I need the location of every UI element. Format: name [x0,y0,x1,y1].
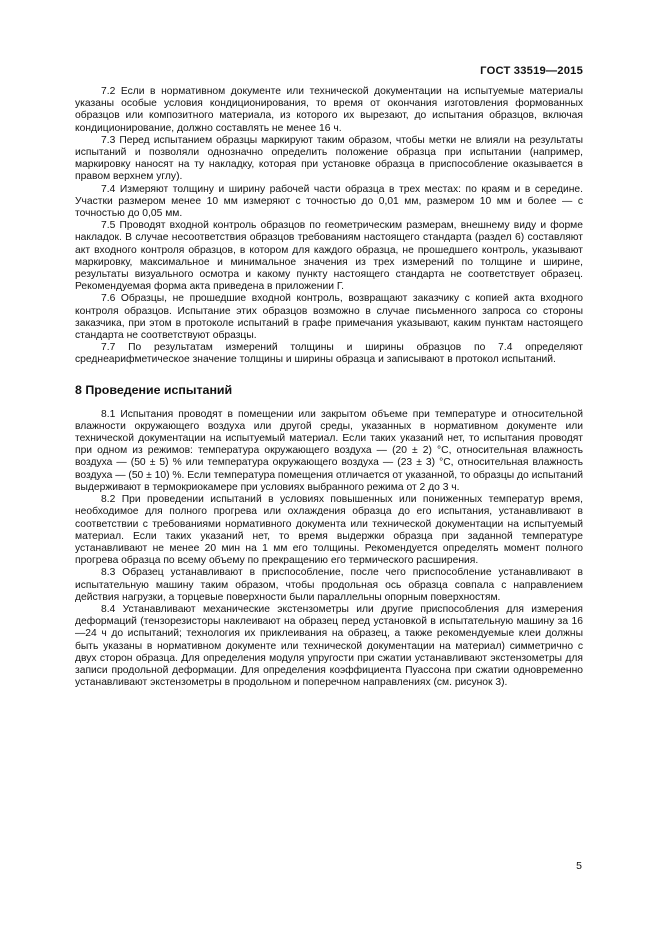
paragraph-7-6: 7.6 Образцы, не прошедшие входной контроль, возвращают заказчику с копией акта входного контроля образцов. Испытание этих образцов возможно в случае письменного запроса со стороны заказчика, при этом в протоколе испытаний в графе примечания указывают, каким пунктам настоящего стандарта не соответствуют образцы. [75,293,583,342]
standard-header: ГОСТ 33519—2015 [480,65,583,77]
paragraph-8-3: 8.3 Образец устанавливают в приспособление, после чего приспособление устанавливают в испытательную машину таким образом, чтобы продольная ось образца совпала с направлением действия нагрузки, а торцевые поверхности были параллельны опорным поверхностям. [75,567,583,603]
paragraph-7-5: 7.5 Проводят входной контроль образцов по геометрическим размерам, внешнему виду и форме накладок. В случае несоответствия образцов требованиям настоящего стандарта (раздел 6) составляют акт входного контроля образцов, в котором для каждого образца, не прошедшего контроль, указывают маркировку, максимальное и минимальное значения из трех измерений по толщине и ширине, результаты визуального осмотра и какому пункту настоящего стандарта не соответствует образец. Рекомендуемая форма акта приведена в приложении Г. [75,220,583,293]
paragraph-7-4: 7.4 Измеряют толщину и ширину рабочей части образца в трех местах: по краям и в середине. Участки размером менее 10 мм измеряют с точностью до 0,01 мм, размером 10 мм и более — с точностью до 0,05 мм. [75,183,583,220]
page-number: 5 [576,860,582,872]
paragraph-8-2: 8.2 При проведении испытаний в условиях повышенных или пониженных температур время, необходимое для полного прогрева или охлаждения образца до его испытания, устанавливают в соответствии с требованиями нормативного документа или технической документации на испытуемый материал. Если таких указаний нет, то время выдержки образца при заданной температуре устанавливают не менее 20 мин на 1 мм его толщины. Рекомендуется определять момент полного прогрева образца по всему объему по прекращению его термического расширения. [75,494,583,567]
paragraph-7-2: 7.2 Если в нормативном документе или технической документации на испытуемые материалы указаны особые условия кондиционирования, то время от окончания изготовления формованных образцов или композитного материала, из которого их вырезают, до испытания образцов, включая кондиционирование, должно составлять не менее 16 ч. [75,86,583,134]
section-heading: 8 Проведение испытаний [75,382,233,397]
paragraph-7-3: 7.3 Перед испытанием образцы маркируют таким образом, чтобы метки не влияли на результаты испытаний и позволяли однозначно определить положение образца при испытании (например, маркировку наносят на ту накладку, которая при установке образца в приспособление оказывается в правом верхнем углу). [75,134,583,183]
paragraph-8-4: 8.4 Устанавливают механические экстензометры или другие приспособления для измерения деформаций (тензорезисторы наклеивают на образец перед установкой в испытательную машину за 16—24 ч до испытаний; технология их приклеивания на образец, а также рекомендуемые клеи должны быть указаны в нормативном документе или технической документации на материал) симметрично с двух сторон образца. Для определения модуля упругости при сжатии устанавливают экстензометры для записи продольной деформации. Для определения коэффициента Пуассона при сжатии одновременно устанавливают экстензометры в продольном и поперечном направлениях (см. рисунок 3). [75,603,583,689]
paragraph-7-7: 7.7 По результатам измерений толщины и ширины образцов по 7.4 определяют среднеарифметическое значение толщины и ширины образца и записывают в протокол испытаний. [75,342,583,366]
document-body [75,86,583,689]
paragraph-8-1: 8.1 Испытания проводят в помещении или закрытом объеме при температуре и относительной влажности окружающего воздуха или другой среды, указанных в нормативном документе или технической документации на испытуемый материал. Если таких указаний нет, то испытания проводят при одном из режимов: температура окружающего воздуха — (20 ± 2) °С, относительная влажность воздуха — (50 ± 5) % или температура окружающего воздуха — (23 ± 3) °С, относительная влажность воздуха — (50 ± 10) %. Если температура помещения отличается от указанной, то образцы до испытаний выдерживают в термокриокамере при условиях выбранного режима от 2 до 3 ч. [75,408,583,493]
